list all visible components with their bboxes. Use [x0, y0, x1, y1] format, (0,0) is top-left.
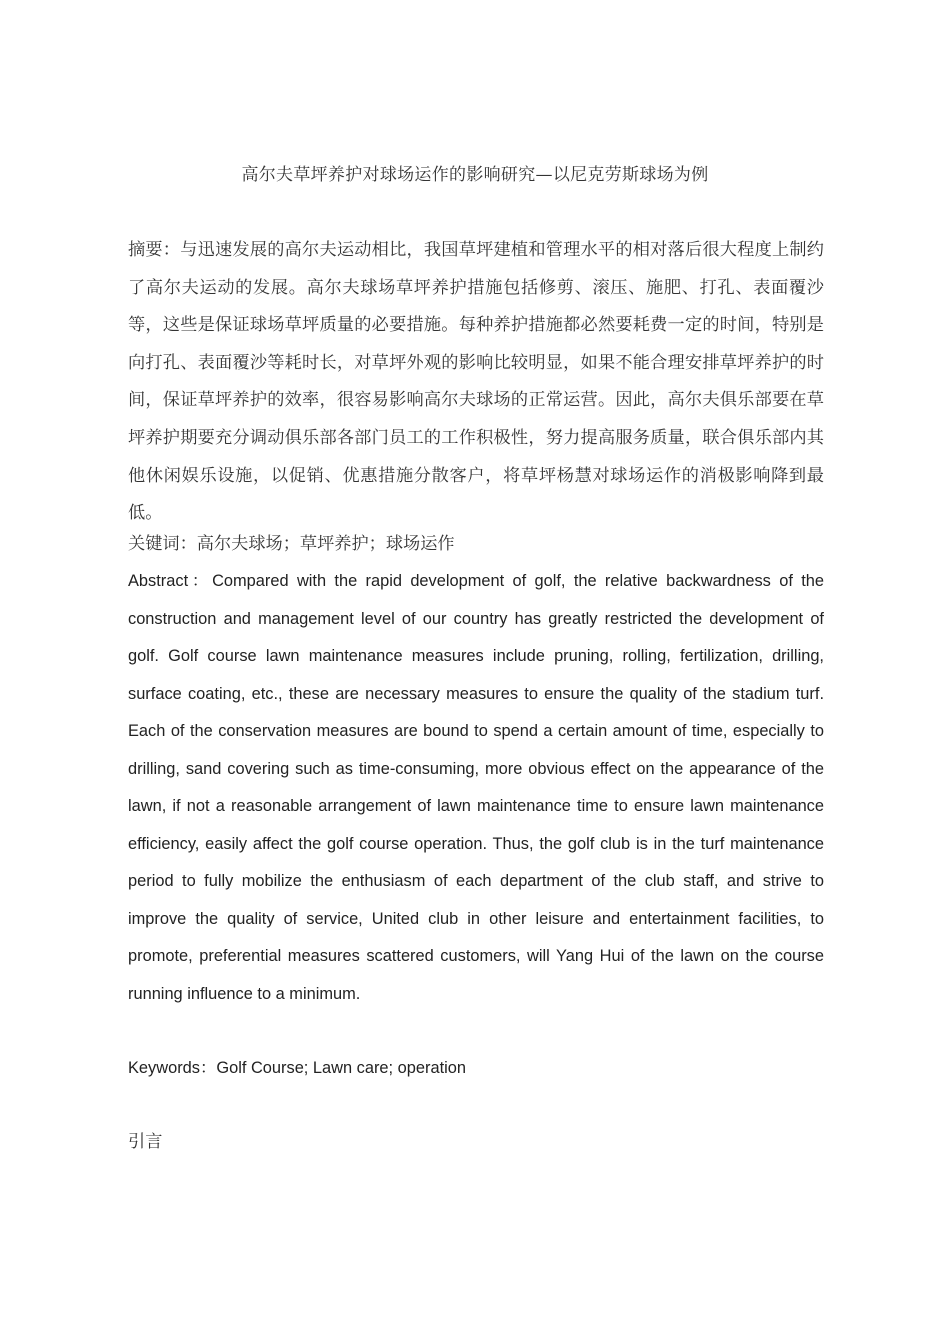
- section-heading-introduction: 引言: [128, 1132, 163, 1152]
- paper-title: 高尔夫草坪养护对球场运作的影响研究—以尼克劳斯球场为例: [241, 165, 709, 185]
- keywords-chinese-label: 关键词：: [128, 534, 197, 554]
- keywords-english: [128, 1050, 824, 1088]
- abstract-english-text: Compared with the rapid development of golf, the relative backwardness of the construction and management level of our country has greatly restricted the development of golf. Golf course lawn maintenance measures include pruning, rolling, fertilization, drilling, surface coating, etc., these are necessary measures to ensure the quality of the stadium turf. Each of the conservation measures are bound to spend a certain amount of time, especially to drilling, sand covering such as time-consuming, more obvious effect on the appearance of the lawn, if not a reasonable arrangement of lawn maintenance time to ensure lawn maintenance efficiency, easily affect the golf course operation. Thus, the golf club is in the turf maintenance period to fully mobilize the enthusiasm of each department of the club staff, and strive to improve the quality of service, United club in other leisure and entertainment facilities, to promote, preferential measures scattered customers, will Yang Hui of the lawn on the course running influence to a minimum.: [128, 572, 824, 1004]
- abstract-chinese: [128, 232, 824, 533]
- keywords-english-text: Golf Course; Lawn care; operation: [216, 1059, 466, 1077]
- abstract-english: [128, 563, 824, 1014]
- keywords-english-label: Keywords：: [128, 1059, 217, 1077]
- abstract-english-label: Abstract：: [128, 572, 213, 590]
- abstract-chinese-label: 摘要：: [128, 240, 181, 260]
- abstract-chinese-text: 与迅速发展的高尔夫运动相比，我国草坪建植和管理水平的相对落后很大程度上制约了高尔夫运动的发展。高尔夫球场草坪养护措施包括修剪、滚压、施肥、打孔、表面覆沙等，这些是保证球场草坪质量的必要措施。每种养护措施都必然要耗费一定的时间，特别是向打孔、表面覆沙等耗时长，对草坪外观的影响比较明显，如果不能合理安排草坪养护的时间，保证草坪养护的效率，很容易影响高尔夫球场的正常运营。因此，高尔夫俱乐部要在草坪养护期要充分调动俱乐部各部门员工的工作积极性，努力提高服务质量，联合俱乐部内其他休闲娱乐设施，以促销、优惠措施分散客户，将草坪杨慧对球场运作的消极影响降到最低。: [128, 240, 824, 524]
- keywords-chinese: [128, 526, 824, 564]
- keywords-chinese-text: 高尔夫球场；草坪养护；球场运作: [196, 534, 455, 554]
